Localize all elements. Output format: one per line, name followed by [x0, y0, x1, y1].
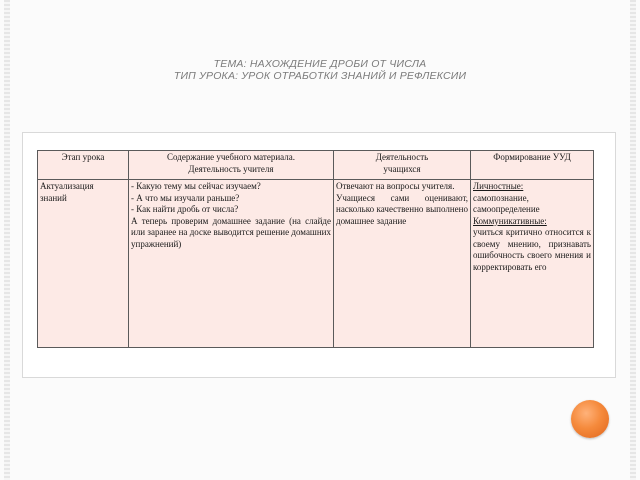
decorative-orb-icon [571, 400, 609, 438]
teacher-question-1: - Какую тему мы сейчас изучаем? [131, 181, 261, 191]
header-teacher [129, 151, 334, 180]
cell-uud [471, 180, 594, 348]
header-students-line2: учащихся [383, 163, 421, 174]
table-header-row [38, 151, 594, 180]
students-text-2: Учащиеся сами оценивают, насколько качественно выполнено домашнее задание [336, 192, 468, 226]
header-uud-text: Формирование УУД [493, 152, 571, 162]
cell-stage [38, 180, 129, 348]
uud-personal-label: Личностные: [473, 181, 524, 191]
teacher-question-2: - А что мы изучали раньше? [131, 192, 240, 203]
header-students-line1: Деятельность [375, 152, 429, 162]
right-decor-stripe [630, 0, 636, 480]
table-row [38, 180, 594, 348]
header-teacher-line2: Деятельность учителя [188, 163, 274, 174]
uud-communicative-text: учиться критично относится к своему мнению, признавать ошибочность своего мнения и корректировать его [473, 227, 591, 272]
title-lesson-type: ТИП УРОКА: УРОК ОТРАБОТКИ ЗНАНИЙ И РЕФЛЕКСИИ [173, 70, 467, 82]
left-decor-stripe [4, 0, 10, 480]
uud-personal-text: самопознание, самоопределение [473, 192, 540, 214]
header-teacher-line1: Содержание учебного материала. [167, 152, 295, 162]
uud-communicative-label: Коммуникативные: [473, 215, 547, 226]
header-stage [38, 151, 129, 180]
title-topic: ТЕМА: НАХОЖДЕНИЕ ДРОБИ ОТ ЧИСЛА [213, 58, 427, 70]
cell-students [334, 180, 471, 348]
slide-title [120, 58, 520, 82]
stage-line2: знаний [40, 192, 67, 203]
lesson-table [37, 150, 594, 348]
header-stage-text: Этап урока [61, 152, 105, 162]
stage-line1: Актуализация [40, 181, 94, 191]
teacher-homework-text: А теперь проверим домашнее задание (на слайде или заранее на доске выводится решение домашних упражнений) [131, 215, 331, 249]
header-students [334, 151, 471, 180]
cell-teacher [129, 180, 334, 348]
header-uud [471, 151, 594, 180]
students-text-1: Отвечают на вопросы учителя. [336, 181, 455, 191]
teacher-question-3: - Как найти дробь от числа? [131, 204, 239, 214]
